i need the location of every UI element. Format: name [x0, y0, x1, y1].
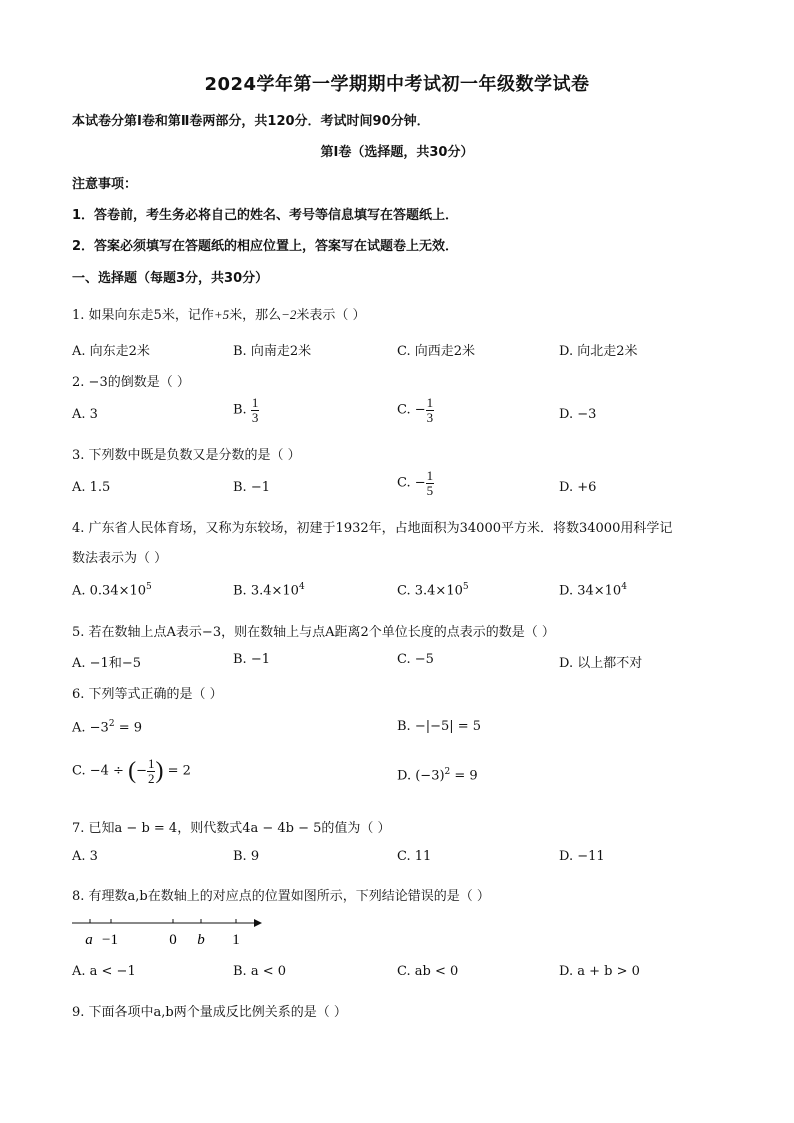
q7-option-c: C. 11 — [397, 849, 432, 864]
label-zero: 0 — [169, 932, 177, 948]
q2-option-d: D. −3 — [559, 407, 597, 422]
q2-text: −3的倒数是（ ） — [88, 375, 190, 390]
q7-option-b: B. 9 — [233, 849, 260, 864]
note-1: 1．答卷前，考生务必将自己的姓名、考号等信息填写在答题纸上． — [72, 208, 459, 223]
q2-option-b-label: B. — [233, 402, 247, 418]
question-6 — [72, 683, 223, 702]
section-heading: 第Ⅰ卷（选择题，共30分） — [320, 145, 474, 160]
q6-text: 下列等式正确的是（ ） — [88, 687, 223, 702]
q1-text-a: 如果向东走5米，记作 — [88, 308, 214, 323]
q3-number: 3. — [72, 448, 85, 463]
part-one-heading: 一、选择题（每题3分，共30分） — [72, 271, 269, 286]
q6-option-d — [397, 767, 478, 783]
q4-option-b — [233, 582, 305, 598]
q8-number-line — [68, 914, 268, 948]
q2-b-numerator: 1 — [251, 395, 259, 410]
q7-option-d: D. −11 — [559, 849, 605, 864]
q5-option-d: D. 以上都不对 — [559, 656, 643, 671]
q2-number: 2. — [72, 375, 85, 390]
q8-option-c: C. ab < 0 — [397, 964, 459, 979]
q8-option-b: B. a < 0 — [233, 964, 286, 979]
question-3 — [72, 444, 301, 463]
q6-option-a-rest: = 9 — [114, 720, 142, 736]
question-4 — [72, 517, 672, 536]
exam-intro: 本试卷分第Ⅰ卷和第Ⅱ卷两部分，共120分．考试时间90分钟． — [72, 114, 430, 129]
q4-option-a-base: A. 0.34×10 — [72, 583, 147, 599]
q6-option-c-minus: − — [136, 763, 147, 779]
label-one: 1 — [232, 932, 240, 948]
q7-number: 7. — [72, 821, 85, 836]
q5-text: 若在数轴上点A表示−3，则在数轴上与点A距离2个单位长度的点表示的数是（ ） — [88, 625, 555, 640]
q2-option-b — [233, 396, 259, 424]
q4-number: 4. — [72, 521, 85, 536]
q3-option-c-fraction — [426, 469, 435, 497]
q4-text-line2: 数法表示为（ ） — [72, 551, 168, 566]
label-minus-one: −1 — [102, 932, 118, 948]
question-2 — [72, 371, 190, 390]
q4-option-a-exp: 5 — [146, 582, 152, 592]
q6-option-d-exp: 2 — [444, 767, 451, 777]
q1-option-c: C. 向西走2米 — [397, 344, 476, 359]
q1-option-b: B. 向南走2米 — [233, 344, 312, 359]
q4-option-b-base: B. 3.4×10 — [233, 583, 299, 599]
q2-option-a: A. 3 — [72, 407, 98, 422]
q6-option-a-exp: 2 — [108, 719, 115, 729]
q6-option-d-label: D. (−3) — [397, 768, 445, 784]
exam-title: 2024学年第一学期期中考试初一年级数学试卷 — [204, 74, 590, 95]
q1-plus-five: +5 — [213, 307, 230, 322]
note-2: 2．答案必须填写在答题纸的相应位置上，答案写在试题卷上无效． — [72, 239, 459, 254]
q6-option-a-label: A. −3 — [72, 720, 109, 736]
q8-option-a: A. a < −1 — [72, 964, 136, 979]
q1-option-a: A. 向东走2米 — [72, 344, 150, 359]
q4-option-c-exp: 5 — [462, 582, 469, 592]
q3-option-c — [397, 469, 434, 497]
q3-c-numerator: 1 — [426, 468, 434, 483]
q7-text: 已知a − b = 4，则代数式4a − 4b − 5的值为（ ） — [88, 821, 391, 836]
number-line-arrow — [254, 919, 262, 927]
q3-c-denominator: 5 — [426, 482, 434, 498]
q8-number: 8. — [72, 889, 85, 904]
q3-text: 下列数中既是负数又是分数的是（ ） — [88, 448, 301, 463]
q5-option-a: A. −1和−5 — [72, 656, 141, 671]
q9-text: 下面各项中a,b两个量成反比例关系的是（ ） — [88, 1005, 347, 1020]
q8-option-d: D. a + b > 0 — [559, 964, 640, 979]
q2-b-denominator: 3 — [251, 409, 259, 425]
q3-option-c-label: C. − — [397, 475, 426, 491]
q4-option-b-exp: 4 — [298, 582, 305, 592]
q1-text-e: 米表示（ ） — [296, 308, 366, 323]
q4-option-d-exp: 4 — [621, 582, 627, 592]
q6-option-a — [72, 719, 142, 735]
q1-minus-two: −2 — [281, 307, 297, 322]
q2-option-c-label: C. − — [397, 402, 426, 418]
q1-text-c: 米，那么 — [229, 308, 282, 323]
q3-option-a: A. 1.5 — [72, 480, 111, 495]
q6-option-c — [72, 757, 191, 785]
q4-option-d — [559, 582, 627, 598]
question-5 — [72, 621, 555, 640]
q1-number: 1. — [72, 308, 85, 323]
q6-option-c-label: C. −4 ÷ — [72, 763, 124, 779]
q5-number: 5. — [72, 625, 85, 640]
q4-option-d-base: D. 34×10 — [559, 583, 622, 599]
question-8 — [72, 885, 490, 904]
q7-option-a: A. 3 — [72, 849, 98, 864]
q4-option-a — [72, 582, 152, 598]
q6-option-b: B. −|−5| = 5 — [397, 719, 482, 734]
q3-option-b: B. −1 — [233, 480, 270, 495]
q2-c-denominator: 3 — [426, 409, 434, 425]
notes-heading: 注意事项： — [72, 177, 138, 192]
q2-option-b-fraction — [251, 396, 260, 424]
q2-c-numerator: 1 — [426, 395, 434, 410]
q6-c-right-paren: ) — [155, 758, 164, 785]
q6-c-denominator: 2 — [147, 770, 155, 786]
question-9 — [72, 1001, 347, 1020]
q8-text: 有理数a,b在数轴上的对应点的位置如图所示，下列结论错误的是（ ） — [88, 889, 490, 904]
q5-option-b: B. −1 — [233, 652, 270, 667]
q3-option-d: D. +6 — [559, 480, 597, 495]
q2-option-c-fraction — [426, 396, 435, 424]
q4-option-c — [397, 582, 469, 598]
q5-option-c: C. −5 — [397, 652, 434, 667]
label-a: a — [85, 932, 93, 948]
q6-option-d-rest: = 9 — [450, 768, 478, 784]
q6-number: 6. — [72, 687, 85, 702]
label-b: b — [197, 932, 205, 948]
q4-text-line1: 广东省人民体育场，又称为东较场，初建于1932年，占地面积为34000平方米．将数34000用科学记 — [88, 521, 673, 536]
question-7 — [72, 817, 391, 836]
q6-option-c-rest: = 2 — [167, 763, 191, 779]
question-1 — [72, 304, 366, 323]
q2-option-c — [397, 396, 434, 424]
q1-option-d: D. 向北走2米 — [559, 344, 638, 359]
q6-c-left-paren: ( — [128, 758, 137, 785]
q6-c-numerator: 1 — [147, 756, 155, 771]
q9-number: 9. — [72, 1005, 85, 1020]
q4-option-c-base: C. 3.4×10 — [397, 583, 463, 599]
